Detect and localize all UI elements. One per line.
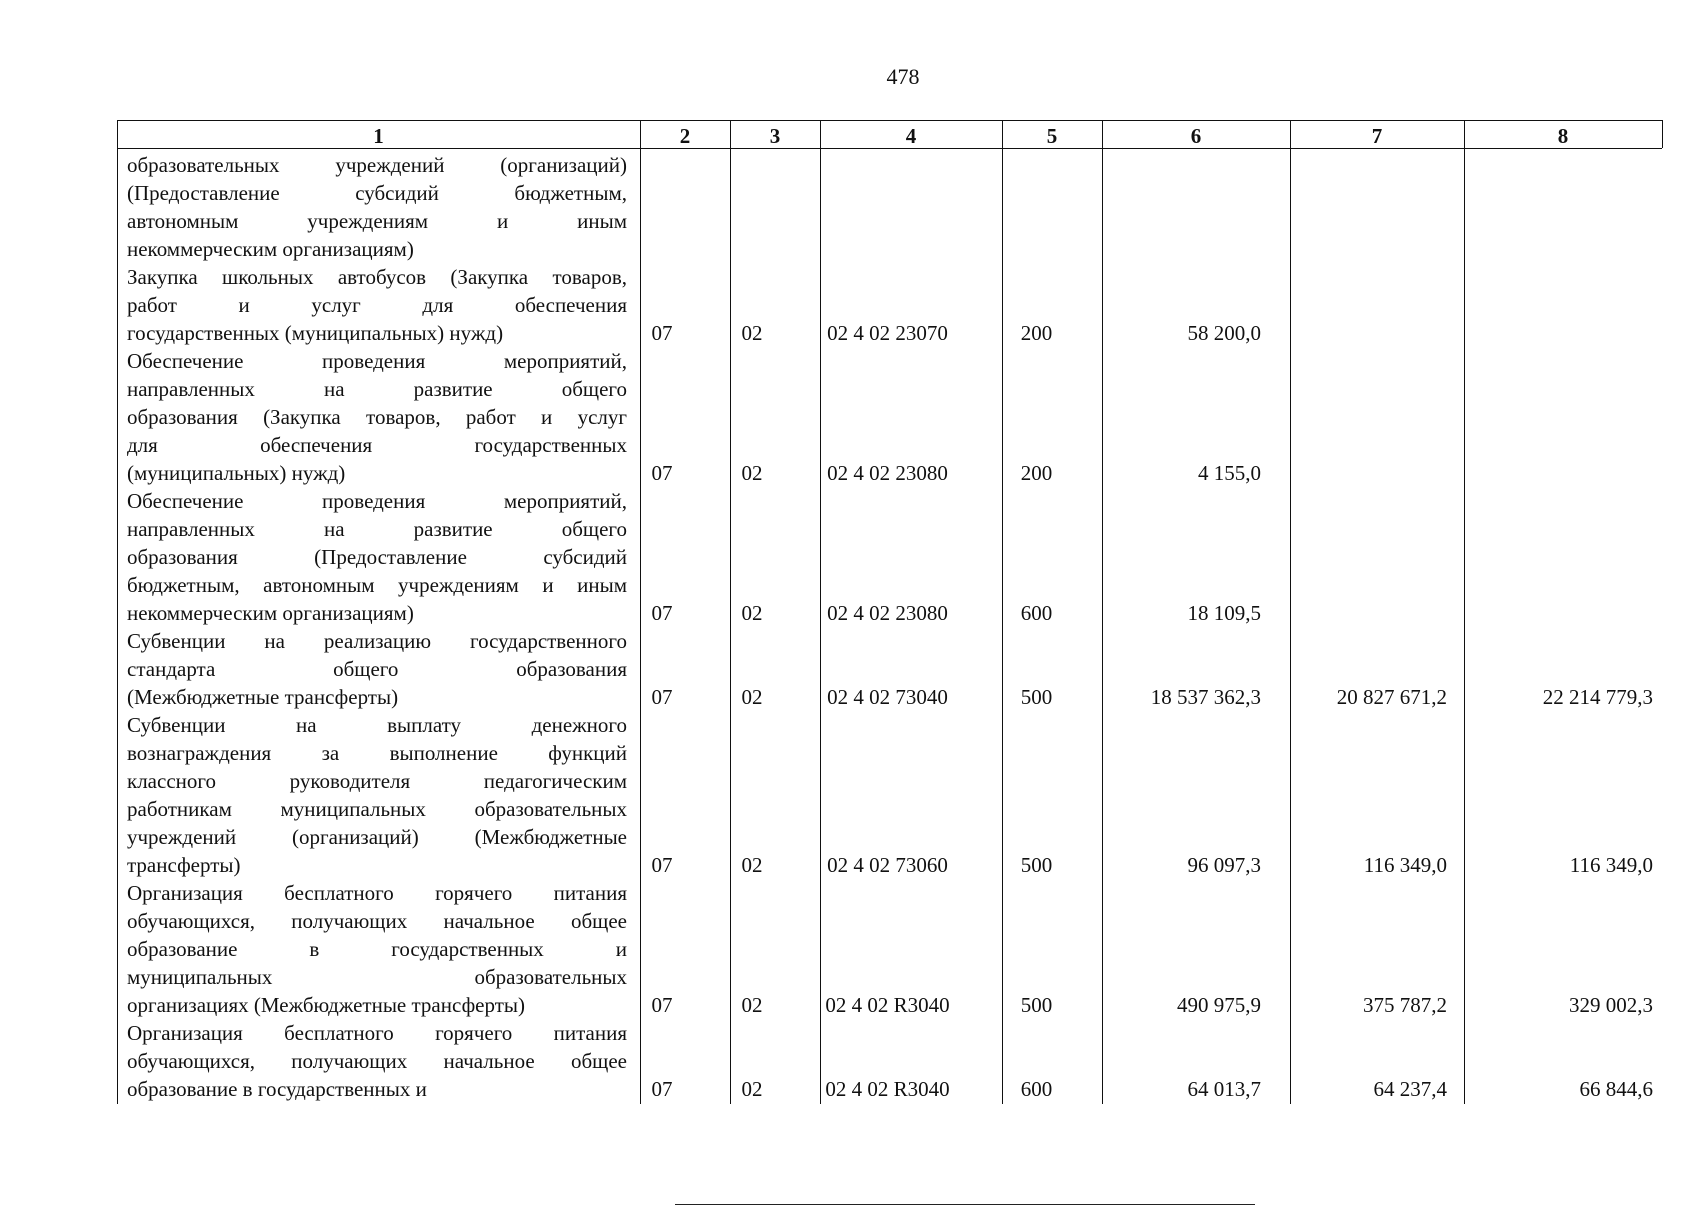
description-line: автономным учреждениям и иным [127, 209, 627, 233]
cell-c8: 329 002,3 [1569, 993, 1653, 1017]
description-line: образовательных учреждений (организаций) [127, 153, 627, 177]
description-line: некоммерческим организациям) [127, 601, 414, 625]
cell-c3: 02 [741, 321, 763, 345]
cell-c4: 02 4 02 73040 [827, 685, 948, 709]
page-number: 478 [886, 64, 920, 89]
description-line: Организация бесплатного горячего питания [127, 881, 627, 905]
cell-c2: 07 [651, 601, 673, 625]
header-cell: 5 [1046, 124, 1058, 148]
description-line: некоммерческим организациям) [127, 237, 414, 261]
cell-c6: 96 097,3 [1187, 853, 1261, 877]
cell-c6: 18 537 362,3 [1150, 685, 1261, 709]
description-line: направленных на развитие общего [127, 517, 627, 541]
description-line: стандарта общего образования [127, 657, 627, 681]
col-border [1662, 120, 1663, 148]
description-line: образования (Закупка товаров, работ и услуг [127, 405, 627, 429]
cell-c4: 02 4 02 23080 [827, 461, 948, 485]
description-line: образование в государственных и [127, 1077, 427, 1101]
cell-c2: 07 [651, 321, 673, 345]
row-description [127, 1019, 627, 1103]
description-line: вознаграждения за выполнение функций [127, 741, 627, 765]
col-border [117, 120, 118, 1104]
cell-c6: 58 200,0 [1187, 321, 1261, 345]
cell-c6: 490 975,9 [1177, 993, 1261, 1017]
description-line: работникам муниципальных образовательных [127, 797, 627, 821]
description-line: (Межбюджетные трансферты) [127, 685, 399, 709]
cell-c3: 02 [741, 993, 763, 1017]
cell-c2: 07 [651, 853, 673, 877]
row-description [127, 627, 627, 711]
cell-c3: 02 [741, 601, 763, 625]
cell-c5: 200 [1020, 321, 1053, 345]
description-line: государственных (муниципальных) нужд) [127, 321, 504, 345]
row-description [127, 151, 627, 263]
row-description [127, 487, 627, 627]
cell-c7: 116 349,0 [1363, 853, 1447, 877]
cell-c5: 500 [1020, 993, 1053, 1017]
row-description [127, 711, 627, 879]
cell-c2: 07 [651, 461, 673, 485]
description-line: (Предоставление субсидий бюджетным, [127, 181, 627, 205]
cell-c2: 07 [651, 993, 673, 1017]
description-line: Закупка школьных автобусов (Закупка товаров, [127, 265, 627, 289]
col-border [1464, 120, 1465, 1104]
cell-c3: 02 [741, 461, 763, 485]
description-line: муниципальных образовательных [127, 965, 627, 989]
cell-c8: 116 349,0 [1569, 853, 1653, 877]
description-line: обучающихся, получающих начальное общее [127, 909, 627, 933]
header-cell: 6 [1190, 124, 1202, 148]
cell-c3: 02 [741, 1077, 763, 1101]
cell-c3: 02 [741, 685, 763, 709]
cell-c6: 18 109,5 [1187, 601, 1261, 625]
header-cell: 3 [769, 124, 781, 148]
cell-c5: 600 [1020, 601, 1053, 625]
description-line: образования (Предоставление субсидий [127, 545, 627, 569]
cell-c4: 02 4 02 23080 [827, 601, 948, 625]
description-line: классного руководителя педагогическим [127, 769, 627, 793]
description-line: бюджетным, автономным учреждениям и иным [127, 573, 627, 597]
table-top-border [117, 120, 1662, 121]
cell-c4: 02 4 02 R3040 [825, 993, 950, 1017]
description-line: учреждений (организаций) (Межбюджетные [127, 825, 627, 849]
cell-c5: 500 [1020, 685, 1053, 709]
cell-c6: 64 013,7 [1187, 1077, 1261, 1101]
cell-c6: 4 155,0 [1198, 461, 1261, 485]
row-description [127, 263, 627, 347]
description-line: трансферты) [127, 853, 241, 877]
description-line: Обеспечение проведения мероприятий, [127, 349, 627, 373]
header-cell: 1 [373, 124, 384, 148]
cell-c4: 02 4 02 R3040 [825, 1077, 950, 1101]
row-description [127, 347, 627, 487]
description-line: работ и услуг для обеспечения [127, 293, 627, 317]
cell-c5: 600 [1020, 1077, 1053, 1101]
cell-c7: 375 787,2 [1363, 993, 1447, 1017]
cell-c5: 500 [1020, 853, 1053, 877]
budget-table [117, 120, 1662, 1104]
cell-c2: 07 [651, 685, 673, 709]
cell-c4: 02 4 02 23070 [827, 321, 948, 345]
row-description [127, 879, 627, 1019]
cell-c8: 22 214 779,3 [1542, 685, 1653, 709]
description-line: образование в государственных и [127, 937, 627, 961]
header-cell: 4 [905, 124, 917, 148]
cell-c8: 66 844,6 [1579, 1077, 1653, 1101]
cell-c2: 07 [651, 1077, 673, 1101]
cell-c3: 02 [741, 853, 763, 877]
cell-c5: 200 [1020, 461, 1053, 485]
header-cell: 7 [1371, 124, 1383, 148]
cell-c7: 20 827 671,2 [1336, 685, 1447, 709]
description-line: Организация бесплатного горячего питания [127, 1021, 627, 1045]
description-line: (муниципальных) нужд) [127, 461, 346, 485]
header-cell: 8 [1557, 124, 1569, 148]
description-line: Обеспечение проведения мероприятий, [127, 489, 627, 513]
description-line: для обеспечения государственных [127, 433, 627, 457]
description-line: направленных на развитие общего [127, 377, 627, 401]
cell-c7: 64 237,4 [1373, 1077, 1447, 1101]
col-border [1290, 120, 1291, 1104]
description-line: Субвенции на реализацию государственного [127, 629, 627, 653]
description-line: организациях (Межбюджетные трансферты) [127, 993, 525, 1017]
header-cell: 2 [679, 124, 691, 148]
cell-c4: 02 4 02 73060 [827, 853, 948, 877]
description-line: Субвенции на выплату денежного [127, 713, 627, 737]
description-line: обучающихся, получающих начальное общее [127, 1049, 627, 1073]
